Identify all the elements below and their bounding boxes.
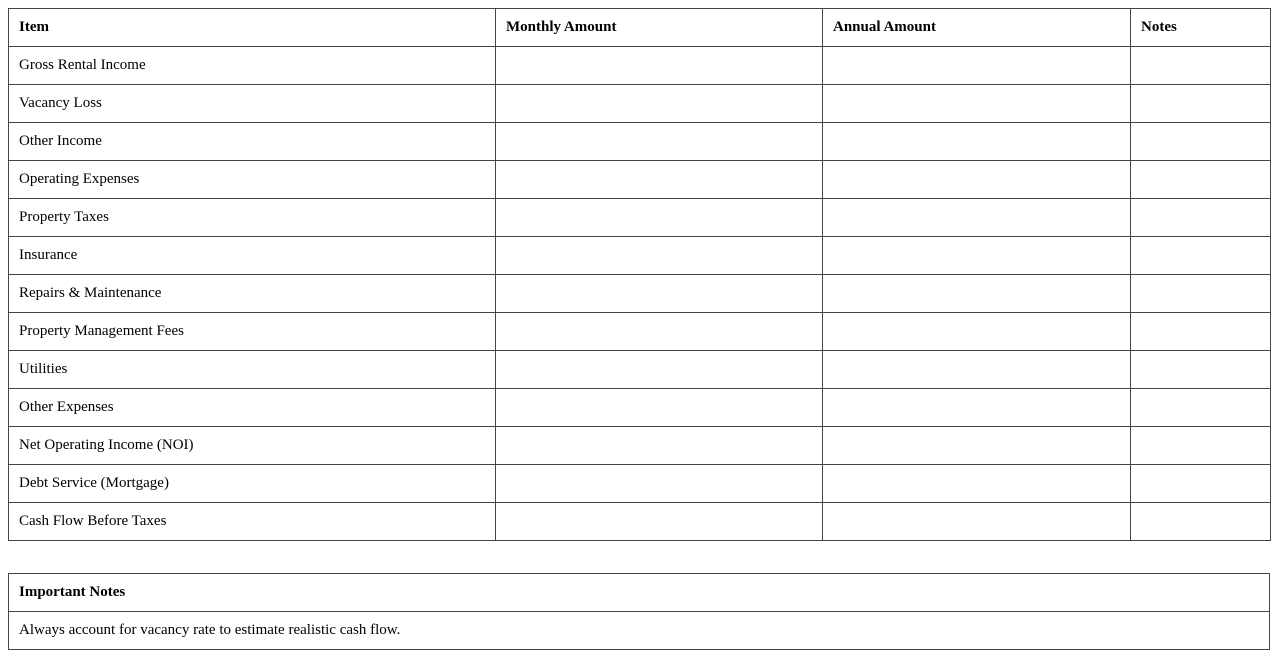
cell-notes — [1131, 47, 1271, 85]
cell-annual — [823, 237, 1131, 275]
cell-item: Other Income — [9, 123, 496, 161]
table-row — [9, 199, 1271, 237]
cell-item: Net Operating Income (NOI) — [9, 427, 496, 465]
cell-annual — [823, 47, 1131, 85]
cell-item: Insurance — [9, 237, 496, 275]
notes-title: Important Notes — [9, 574, 1270, 612]
cash-flow-table — [8, 8, 1271, 541]
cell-annual — [823, 275, 1131, 313]
cell-monthly — [496, 161, 823, 199]
cell-notes — [1131, 351, 1271, 389]
table-row — [9, 237, 1271, 275]
cell-item: Cash Flow Before Taxes — [9, 503, 496, 541]
cell-monthly — [496, 237, 823, 275]
cell-notes — [1131, 503, 1271, 541]
notes-text: Always account for vacancy rate to estimate realistic cash flow. — [9, 612, 1270, 650]
table-row — [9, 161, 1271, 199]
table-row — [9, 275, 1271, 313]
cell-notes — [1131, 85, 1271, 123]
cell-annual — [823, 389, 1131, 427]
cell-notes — [1131, 389, 1271, 427]
cell-monthly — [496, 313, 823, 351]
cell-annual — [823, 427, 1131, 465]
cell-item: Utilities — [9, 351, 496, 389]
cell-annual — [823, 503, 1131, 541]
table-header-row — [9, 9, 1271, 47]
cell-notes — [1131, 427, 1271, 465]
header-annual-amount: Annual Amount — [823, 9, 1131, 47]
table-row — [9, 85, 1271, 123]
cell-item: Repairs & Maintenance — [9, 275, 496, 313]
cell-item: Other Expenses — [9, 389, 496, 427]
header-notes: Notes — [1131, 9, 1271, 47]
cell-item: Operating Expenses — [9, 161, 496, 199]
cell-monthly — [496, 47, 823, 85]
cell-notes — [1131, 313, 1271, 351]
header-item: Item — [9, 9, 496, 47]
cell-monthly — [496, 427, 823, 465]
cell-item: Property Taxes — [9, 199, 496, 237]
cell-monthly — [496, 199, 823, 237]
cell-annual — [823, 351, 1131, 389]
table-row — [9, 465, 1271, 503]
cell-item: Debt Service (Mortgage) — [9, 465, 496, 503]
cell-annual — [823, 161, 1131, 199]
cell-notes — [1131, 123, 1271, 161]
table-row — [9, 351, 1271, 389]
cell-item: Property Management Fees — [9, 313, 496, 351]
cell-monthly — [496, 85, 823, 123]
table-row — [9, 503, 1271, 541]
table-row — [9, 389, 1271, 427]
table-row — [9, 123, 1271, 161]
cell-annual — [823, 123, 1131, 161]
cell-monthly — [496, 465, 823, 503]
cell-notes — [1131, 199, 1271, 237]
header-monthly-amount: Monthly Amount — [496, 9, 823, 47]
cell-annual — [823, 465, 1131, 503]
cell-notes — [1131, 275, 1271, 313]
table-row — [9, 47, 1271, 85]
cell-annual — [823, 313, 1131, 351]
cell-notes — [1131, 237, 1271, 275]
cell-item: Vacancy Loss — [9, 85, 496, 123]
cell-annual — [823, 199, 1131, 237]
cell-monthly — [496, 503, 823, 541]
cell-annual — [823, 85, 1131, 123]
cell-monthly — [496, 123, 823, 161]
cell-notes — [1131, 465, 1271, 503]
cell-notes — [1131, 161, 1271, 199]
table-row — [9, 313, 1271, 351]
cell-item: Gross Rental Income — [9, 47, 496, 85]
important-notes-table — [8, 573, 1270, 650]
cell-monthly — [496, 351, 823, 389]
table-row — [9, 427, 1271, 465]
cell-monthly — [496, 275, 823, 313]
cell-monthly — [496, 389, 823, 427]
